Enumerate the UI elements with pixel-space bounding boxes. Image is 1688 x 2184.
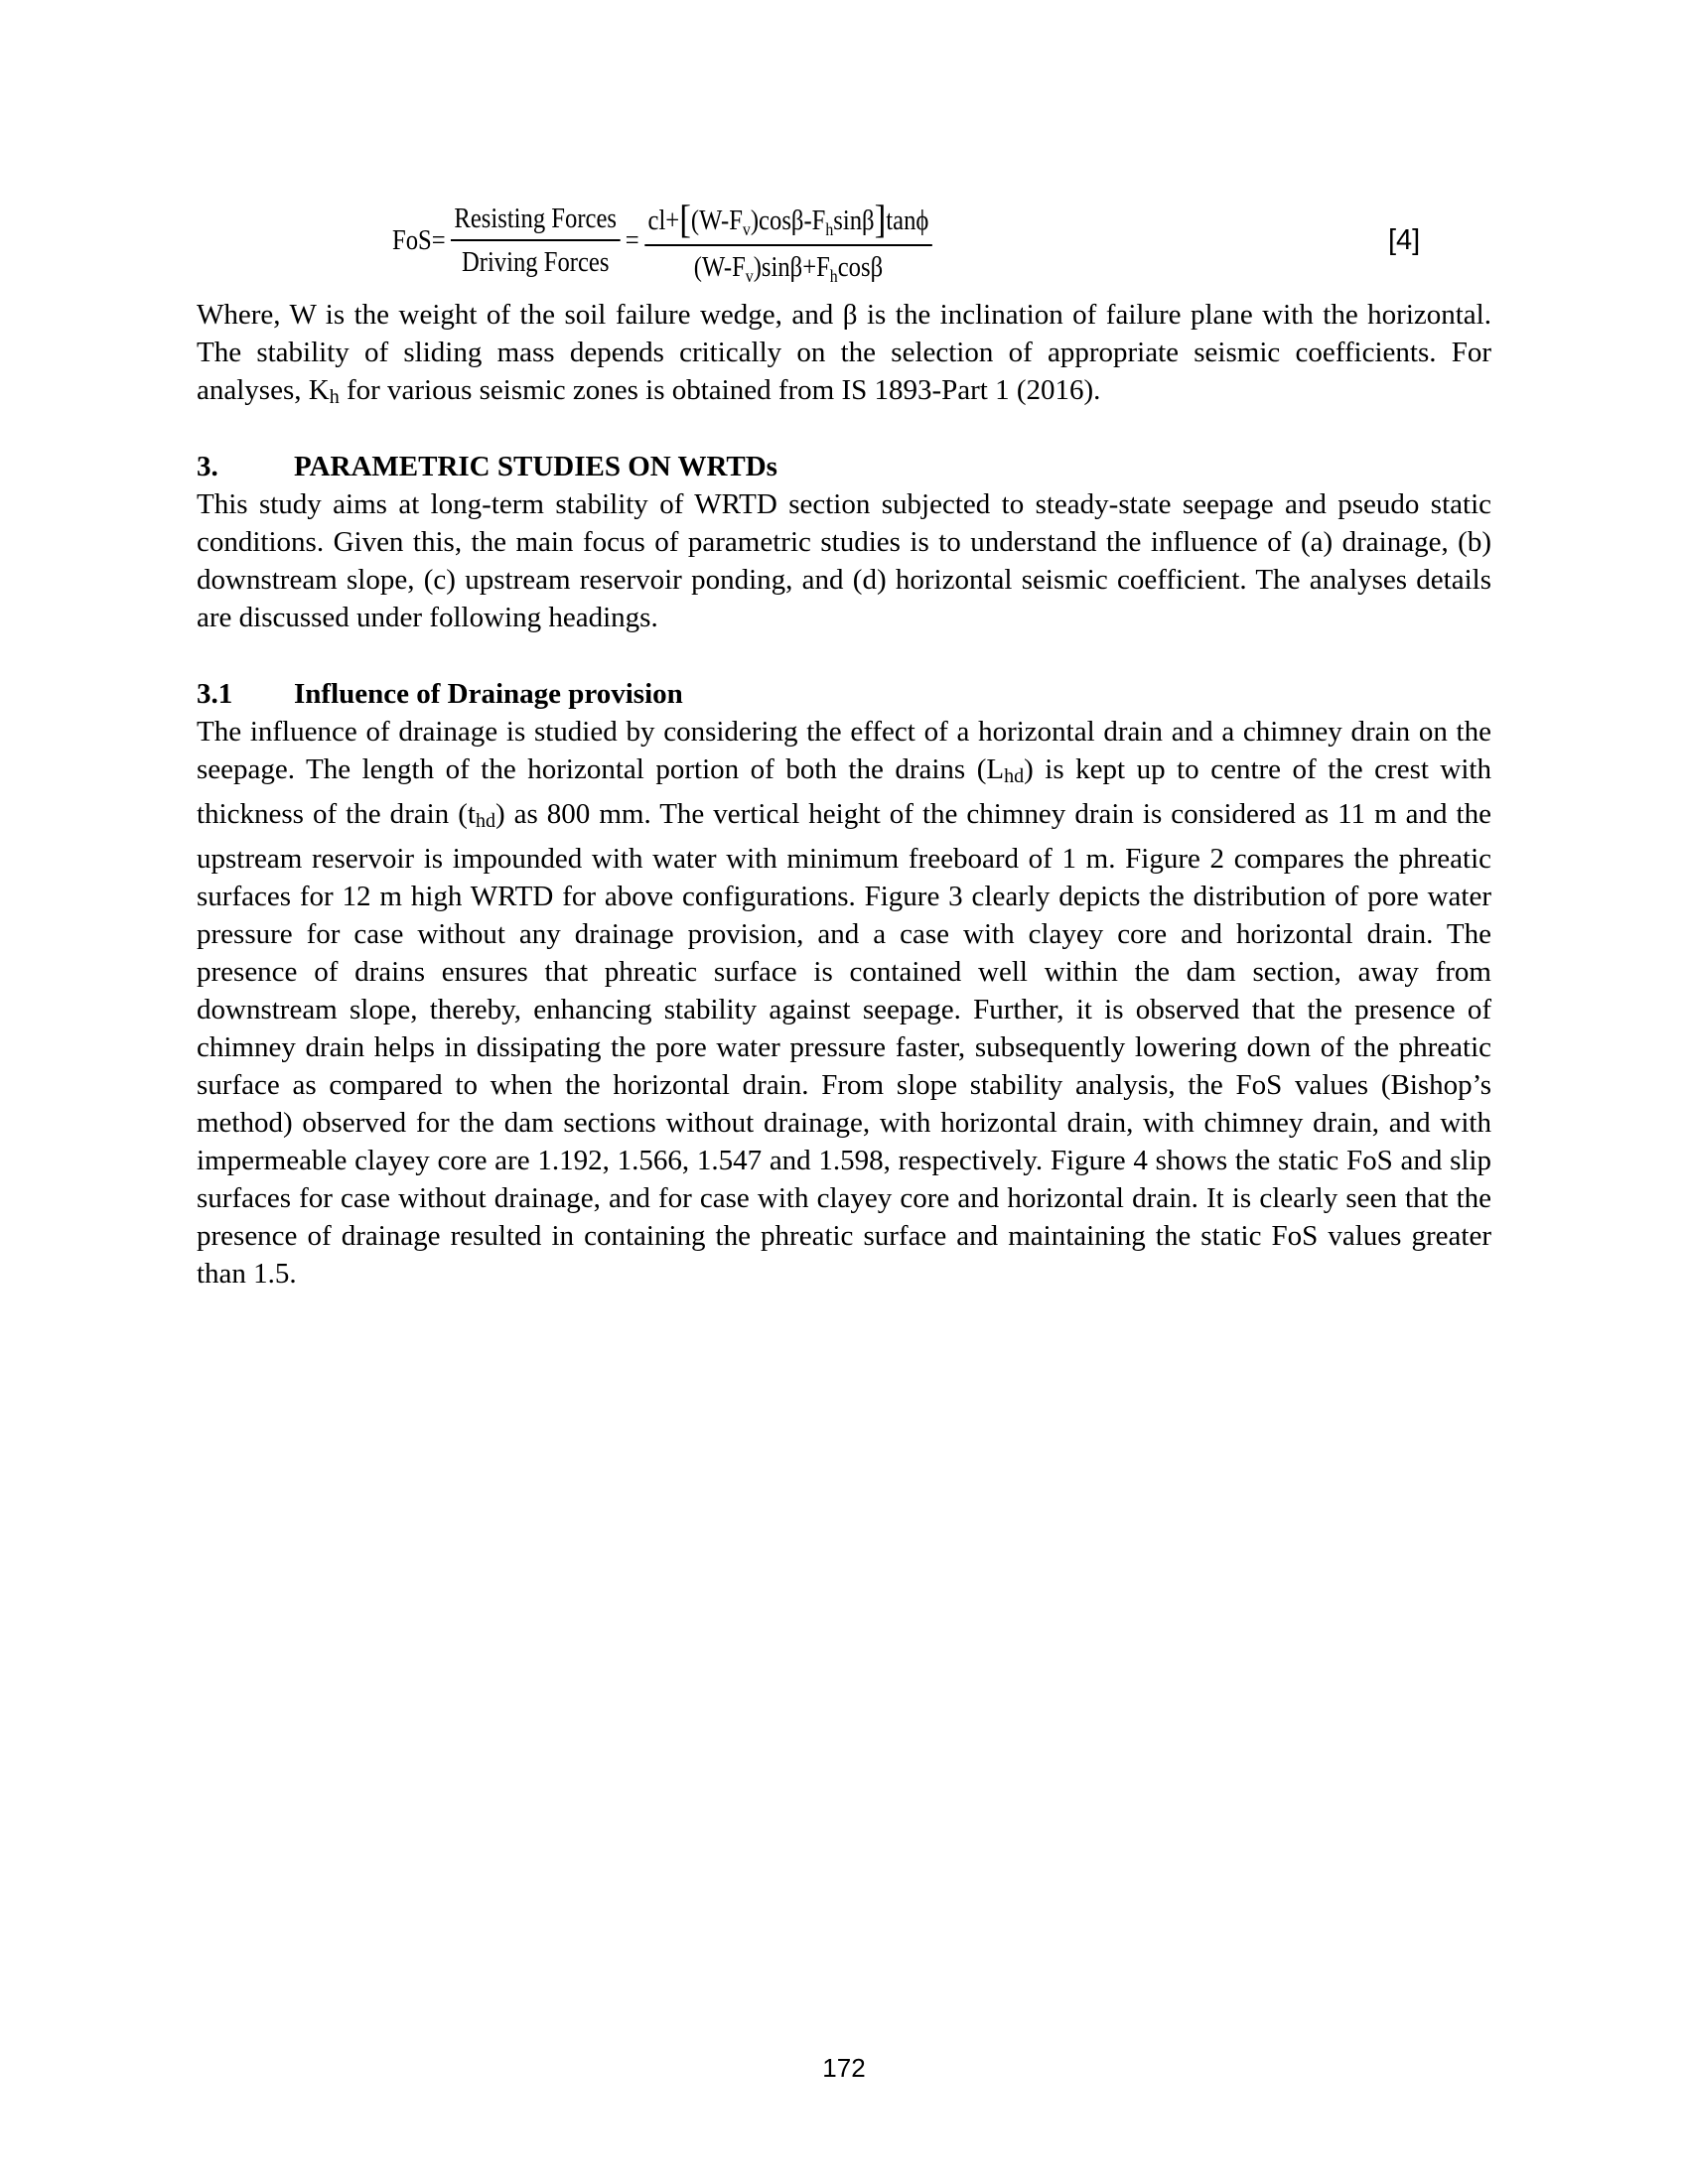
fraction-numerator: Resisting Forces bbox=[451, 205, 621, 241]
fraction-formula bbox=[644, 197, 932, 285]
formula-denominator: $(W-F_v)\sin\beta+F_h\cos\beta$ bbox=[693, 252, 884, 286]
formula-numerator: $cl+[(W-F_v)\cos\beta-F_h\sin\beta]\tan\phi$ bbox=[644, 197, 932, 246]
paragraph-where: Where, W is the weight of the soil failure wedge, and β is the inclination of failure plane with the horizontal. The stability of sliding mass depends critically on the selection of appropriate seismic coefficients. For analyses, $K_h$ for various seismic zones is obtained from IS 1893-Part 1 (2016). bbox=[197, 299, 1491, 408]
section-3-1-paragraph: The influence of drainage is studied by considering the effect of a horizontal drain and a chimney drain on the seepage. The length of the horizontal portion of both the drains $(L_{hd})$ is kept up to centre of the crest with thickness of the drain $(t_{hd})$ as 800 mm. The vertical height of the chimney drain is considered as 11 m and the upstream reservoir is impounded with water with minimum freeboard of 1 m. Figure 2 compares the phreatic surfaces for 12 m high WRTD for above configurations. Figure 3 clearly depicts the distribution of pore water pressure for case without any drainage provision, and a case with clayey core and horizontal drain. The presence of drains ensures that phreatic surface is contained well within the dam section, away from downstream slope, thereby, enhancing stability against seepage. Further, it is observed that the presence of chimney drain helps in dissipating the pore water pressure faster, subsequently lowering down of the phreatic surface as compared to when the horizontal drain. From slope stability analysis, the FoS values (Bishop’s method) observed for the dam sections without drainage, with horizontal drain, with chimney drain, and with impermeable clayey core are 1.192, 1.566, 1.547 and 1.598, respectively. Figure 4 shows the static FoS and slip surfaces for case without drainage, and for case with clayey core and horizontal drain. It is clearly seen that the presence of drainage resulted in containing the phreatic surface and maintaining the static FoS values greater than 1.5. bbox=[197, 716, 1491, 1290]
section-heading-3-1: 3.1 Influence of Drainage provision bbox=[197, 678, 683, 710]
section-3-paragraph: This study aims at long-term stability of WRTD section subjected to steady-state seepage and pseudo static conditions. Given this, the main focus of parametric studies is to understand the influence of (a) drainage, (b) downstream slope, (c) upstream reservoir ponding, and (d) horizontal seismic coefficient. The analyses details are discussed under following headings. bbox=[197, 488, 1491, 633]
fraction-denominator: Driving Forces bbox=[461, 246, 610, 278]
page-number: 172 bbox=[822, 2053, 866, 2083]
equation-4 bbox=[392, 189, 1319, 293]
equals-sign: = bbox=[625, 224, 639, 256]
equation-lhs: FoS= bbox=[392, 224, 446, 256]
section-heading-3: 3. PARAMETRIC STUDIES ON WRTDs bbox=[197, 451, 777, 482]
equation-number: [4] bbox=[1388, 224, 1421, 256]
fraction-forces bbox=[451, 205, 621, 277]
